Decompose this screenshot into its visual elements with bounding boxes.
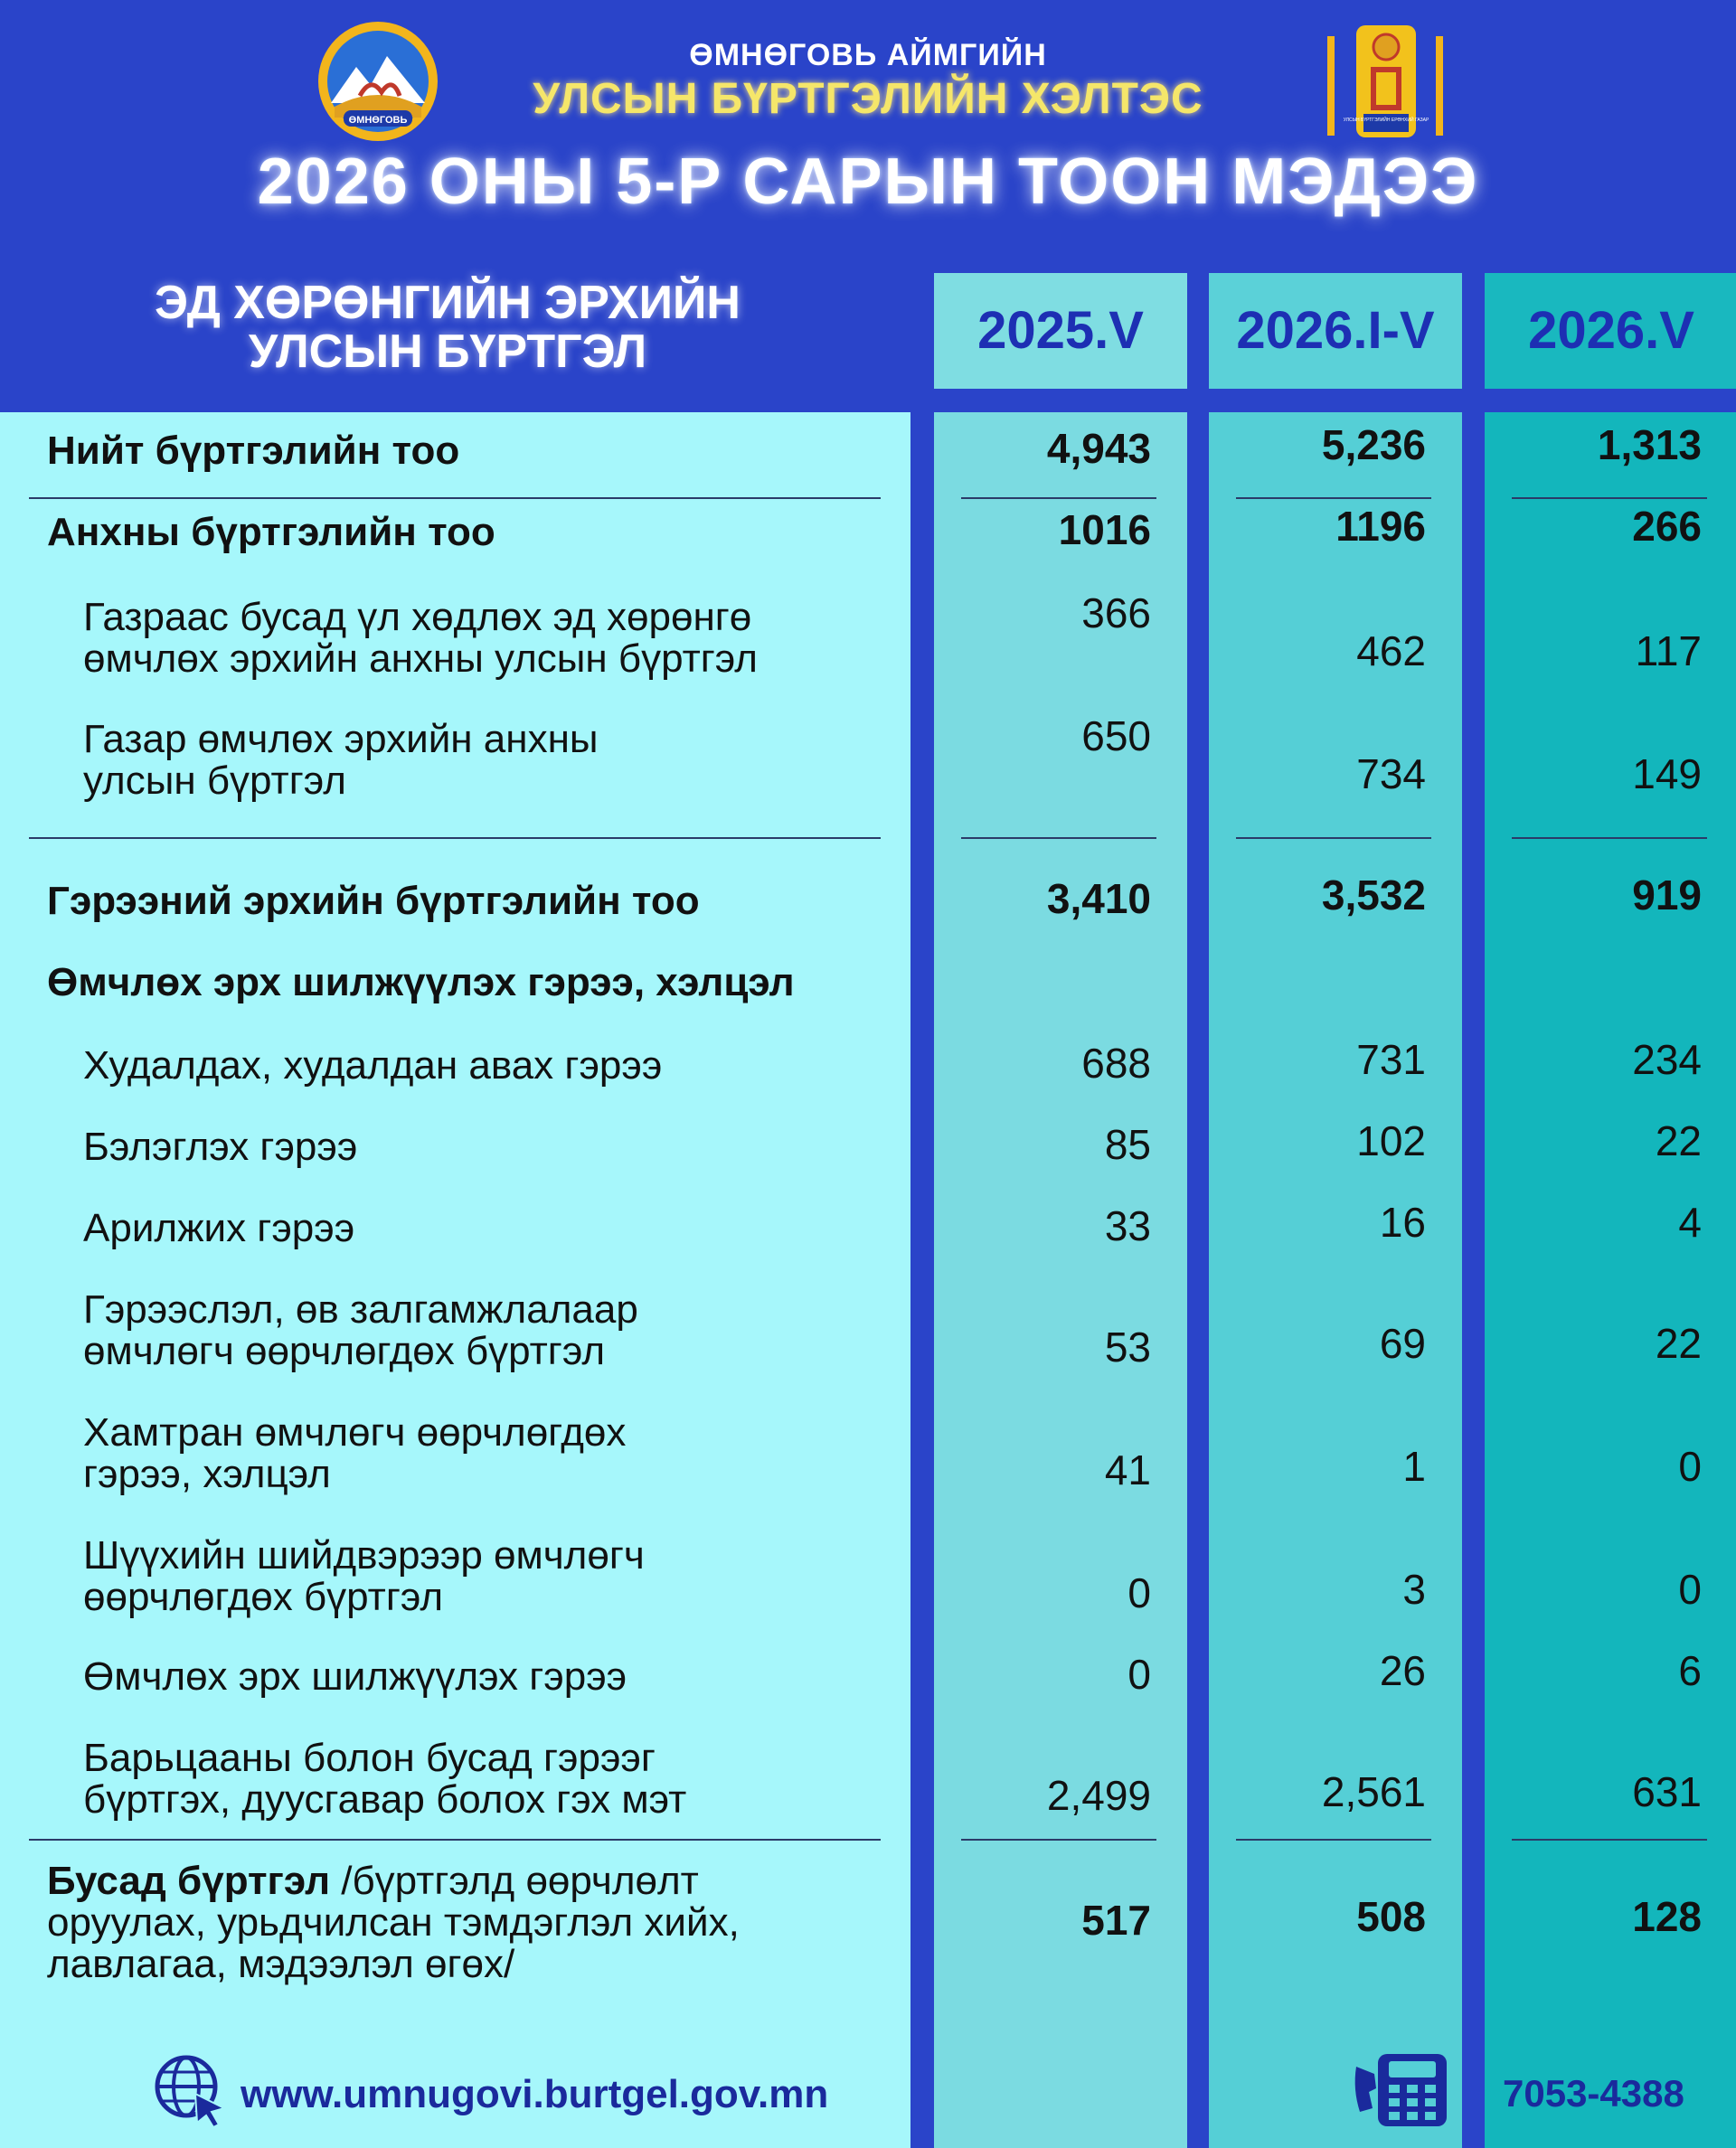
other-label-bold: Бусад бүртгэл (47, 1859, 331, 1903)
row-label-co-owner (83, 1412, 924, 1495)
row-label-line1: Гэрээслэл, өв залгамжлалаар (83, 1287, 638, 1332)
left-logo-text: ӨМНӨГОВЬ (348, 115, 408, 126)
row-label-transfer-contract: Өмчлөх эрх шилжүүлэх гэрээ (83, 1654, 627, 1699)
phone-number[interactable]: 7053-4388 (1503, 2072, 1684, 2115)
cell-collateral-2025-v: 2,499 (1046, 1772, 1151, 1819)
cell-land-2026-i-v: 734 (1356, 750, 1426, 797)
row-label-line2: өөрчлөгдөх бүртгэл (83, 1575, 444, 1619)
cell-other-2025-v: 517 (1081, 1897, 1151, 1944)
other-label-rest: /бүртгэлд өөрчлөлт (330, 1859, 699, 1903)
cell-initial-2025-v: 1016 (1058, 506, 1151, 553)
divider (961, 1839, 1156, 1841)
cell-sale-2026-v: 234 (1632, 1036, 1702, 1083)
website-link[interactable]: www.umnugovi.burtgel.gov.mn (241, 2072, 829, 2116)
divider (29, 497, 881, 499)
row-label-ownership-transfer: Өмчлөх эрх шилжүүлэх гэрээ, хэлцэл (47, 960, 795, 1004)
row-label-collateral (83, 1738, 924, 1821)
globe-icon (152, 2052, 228, 2128)
cell-co-owner-2025-v: 41 (1104, 1446, 1151, 1493)
cell-contracts-2026-v: 919 (1632, 871, 1702, 919)
header-subtitle: ӨМНӨГОВЬ АЙМГИЙН (689, 38, 1047, 72)
other-label-line3: лавлагаа, мэдээлэл өгөх/ (47, 1942, 515, 1986)
divider (961, 497, 1156, 499)
cell-total-2026-i-v: 5,236 (1321, 421, 1426, 468)
row-label-contracts: Гэрээний эрхийн бүртгэлийн тоо (47, 879, 700, 923)
divider (29, 1839, 881, 1841)
divider (1236, 1839, 1431, 1841)
divider (1512, 497, 1707, 499)
header-org-name: УЛСЫН БҮРТГЭЛИЙН ХЭЛТЭС (533, 75, 1203, 123)
row-label-land-initial (83, 719, 924, 802)
cell-land-2025-v: 650 (1081, 712, 1151, 759)
row-label-line2: улсын бүртгэл (83, 758, 346, 803)
divider (1512, 1839, 1707, 1841)
section-title-line1: ЭД ХӨРӨНГИЙН ЭРХИЙН (155, 277, 741, 329)
right-logo-text: УЛСЫН БҮРТГЭЛИЙН ЕРӨНХИЙ ГАЗАР (1343, 118, 1429, 123)
cell-court-2026-i-v: 3 (1402, 1566, 1426, 1613)
column-2025-v (934, 412, 1187, 2148)
page-title: 2026 ОНЫ 5-Р САРЫН ТООН МЭДЭЭ (257, 146, 1479, 218)
cell-gift-2026-i-v: 102 (1356, 1117, 1426, 1164)
cell-other-2026-i-v: 508 (1356, 1893, 1426, 1940)
cell-contracts-2025-v: 3,410 (1046, 875, 1151, 922)
row-label-line1: Шүүхийн шийдвэрээр өмчлөгч (83, 1533, 645, 1578)
cell-inheritance-2026-v: 22 (1655, 1320, 1702, 1367)
row-label-line2: өмчлөгч өөрчлөгдөх бүртгэл (83, 1329, 606, 1373)
cell-land-2026-v: 149 (1632, 750, 1702, 797)
cell-collateral-2026-i-v: 2,561 (1321, 1768, 1426, 1815)
cell-co-owner-2026-v: 0 (1678, 1443, 1702, 1490)
section-title (81, 278, 814, 376)
cell-non-land-2026-v: 117 (1635, 627, 1702, 674)
cell-inheritance-2025-v: 53 (1104, 1324, 1151, 1371)
cell-gift-2025-v: 85 (1104, 1121, 1151, 1168)
row-label-total: Нийт бүртгэлийн тоо (47, 429, 460, 473)
cell-exchange-2026-i-v: 16 (1379, 1199, 1426, 1246)
row-label-line1: Газар өмчлөх эрхийн анхны (83, 717, 599, 761)
cell-sale-2026-i-v: 731 (1356, 1036, 1426, 1083)
registry-emblem-icon (1320, 20, 1456, 155)
cell-transfer-2026-v: 6 (1678, 1647, 1702, 1694)
divider (961, 837, 1156, 839)
phone-icon (1351, 2049, 1450, 2130)
cell-exchange-2025-v: 33 (1104, 1202, 1151, 1249)
row-label-line1: Хамтран өмчлөгч өөрчлөгдөх (83, 1410, 627, 1455)
cell-total-2025-v: 4,943 (1046, 425, 1151, 472)
column-header-2026-v: 2026.V (1485, 273, 1736, 389)
cell-initial-2026-i-v: 1196 (1335, 503, 1426, 550)
cell-inheritance-2026-i-v: 69 (1379, 1320, 1426, 1367)
cell-collateral-2026-v: 631 (1632, 1768, 1702, 1815)
cell-non-land-2026-i-v: 462 (1356, 627, 1426, 674)
other-label-line2: оруулах, урьдчилсан тэмдэглэл хийх, (47, 1900, 740, 1945)
cell-exchange-2026-v: 4 (1678, 1199, 1702, 1246)
column-header-2025-v: 2025.V (934, 273, 1187, 389)
cell-non-land-2025-v: 366 (1081, 589, 1151, 636)
row-label-exchange: Арилжих гэрээ (83, 1206, 355, 1250)
row-label-line2: гэрээ, хэлцэл (83, 1452, 331, 1496)
row-label-sale: Худалдах, худалдан авах гэрээ (83, 1043, 663, 1088)
row-label-line2: бүртгэх, дуусгавар болох гэх мэт (83, 1777, 687, 1822)
cell-gift-2026-v: 22 (1655, 1117, 1702, 1164)
cell-initial-2026-v: 266 (1632, 503, 1702, 550)
row-label-initial: Анхны бүртгэлийн тоо (47, 510, 495, 554)
cell-court-2025-v: 0 (1127, 1569, 1151, 1616)
row-label-non-land-initial (83, 597, 924, 680)
row-label-gift: Бэлэглэх гэрээ (83, 1125, 358, 1169)
column-header-2026-i-v: 2026.I-V (1209, 273, 1462, 389)
cell-other-2026-v: 128 (1632, 1893, 1702, 1940)
row-label-inheritance (83, 1289, 924, 1372)
cell-transfer-2025-v: 0 (1127, 1651, 1151, 1698)
cell-co-owner-2026-i-v: 1 (1402, 1443, 1426, 1490)
row-label-line1: Газраас бусад үл хөдлөх эд хөрөнгө (83, 595, 752, 639)
cell-transfer-2026-i-v: 26 (1379, 1647, 1426, 1694)
cell-sale-2025-v: 688 (1081, 1040, 1151, 1087)
cell-total-2026-v: 1,313 (1597, 421, 1702, 468)
cell-court-2026-v: 0 (1678, 1566, 1702, 1613)
divider (1512, 837, 1707, 839)
section-title-line2: УЛСЫН БҮРТГЭЛ (248, 325, 647, 378)
row-label-line1: Барьцааны болон бусад гэрээг (83, 1736, 656, 1780)
divider (1236, 837, 1431, 839)
row-label-court (83, 1535, 924, 1618)
row-label-other (47, 1861, 888, 1985)
row-label-line2: өмчлөх эрхийн анхны улсын бүртгэл (83, 636, 758, 681)
divider (1236, 497, 1431, 499)
divider (29, 837, 881, 839)
cell-contracts-2026-i-v: 3,532 (1321, 871, 1426, 919)
